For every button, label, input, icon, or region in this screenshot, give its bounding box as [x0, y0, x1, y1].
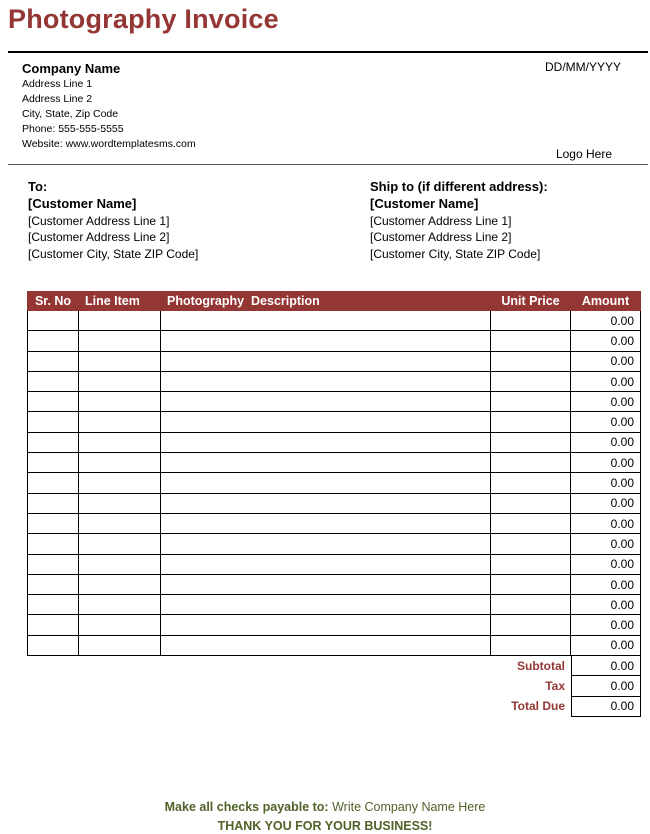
- subtotal-label: Subtotal: [517, 658, 565, 673]
- line-item-cell[interactable]: [79, 595, 161, 615]
- description-cell[interactable]: [161, 311, 491, 331]
- unit-price-cell[interactable]: [491, 493, 571, 513]
- bill-to-city-state-zip: [Customer City, State ZIP Code]: [28, 246, 199, 261]
- payment-note-value: Write Company Name Here: [332, 800, 486, 814]
- amount-cell[interactable]: 0.00: [571, 554, 641, 574]
- sr-no-cell[interactable]: [28, 595, 79, 615]
- thank-you-note: THANK YOU FOR YOUR BUSINESS!: [217, 819, 433, 833]
- amount-cell[interactable]: 0.00: [571, 473, 641, 493]
- table-row: [28, 392, 641, 412]
- description-cell[interactable]: [161, 371, 491, 391]
- table-row: [28, 453, 641, 473]
- ship-to-address-line-1: [Customer Address Line 1]: [370, 213, 512, 228]
- sr-no-cell[interactable]: [28, 493, 79, 513]
- sr-no-cell[interactable]: [28, 331, 79, 351]
- table-row: [28, 595, 641, 615]
- unit-price-cell[interactable]: [491, 432, 571, 452]
- amount-cell[interactable]: 0.00: [571, 615, 641, 635]
- bill-to-heading: To:: [28, 179, 48, 194]
- unit-price-cell[interactable]: [491, 615, 571, 635]
- amount-cell[interactable]: 0.00: [571, 412, 641, 432]
- subtotal-value[interactable]: 0.00: [572, 656, 641, 676]
- amount-cell[interactable]: 0.00: [571, 331, 641, 351]
- bill-to-address-line-1: [Customer Address Line 1]: [28, 213, 170, 228]
- unit-price-cell[interactable]: [491, 311, 571, 331]
- amount-cell[interactable]: 0.00: [571, 534, 641, 554]
- company-website: Website: www.wordtemplatesms.com: [22, 138, 196, 150]
- description-cell[interactable]: [161, 615, 491, 635]
- line-item-cell[interactable]: [79, 351, 161, 371]
- description-cell[interactable]: [161, 392, 491, 412]
- unit-price-cell[interactable]: [491, 513, 571, 533]
- amount-cell[interactable]: 0.00: [571, 432, 641, 452]
- totals-table: [420, 655, 641, 717]
- description-cell[interactable]: [161, 513, 491, 533]
- amount-cell[interactable]: 0.00: [571, 392, 641, 412]
- unit-price-cell[interactable]: [491, 574, 571, 594]
- sr-no-cell[interactable]: [28, 513, 79, 533]
- amount-cell[interactable]: 0.00: [571, 371, 641, 391]
- line-item-cell[interactable]: [79, 432, 161, 452]
- table-header-row: [28, 292, 641, 311]
- description-cell[interactable]: [161, 635, 491, 655]
- ship-to-block: [370, 178, 548, 262]
- amount-cell[interactable]: 0.00: [571, 351, 641, 371]
- header-description: Photography Description: [161, 292, 491, 311]
- sr-no-cell[interactable]: [28, 351, 79, 371]
- header-line-item: Line Item: [79, 292, 161, 311]
- company-address-line-1: Address Line 1: [22, 78, 93, 90]
- unit-price-cell[interactable]: [491, 595, 571, 615]
- bill-to-address-line-2: [Customer Address Line 2]: [28, 230, 170, 244]
- ship-to-customer-name: [Customer Name]: [370, 196, 479, 211]
- sr-no-cell[interactable]: [28, 534, 79, 554]
- payment-note: [0, 800, 650, 814]
- tax-row: [420, 676, 641, 696]
- unit-price-cell[interactable]: [491, 534, 571, 554]
- table-row: [28, 331, 641, 351]
- unit-price-cell[interactable]: [491, 635, 571, 655]
- description-cell[interactable]: [161, 351, 491, 371]
- line-item-cell[interactable]: [79, 331, 161, 351]
- unit-price-cell[interactable]: [491, 392, 571, 412]
- description-cell[interactable]: [161, 534, 491, 554]
- subtotal-row: [420, 656, 641, 676]
- line-item-cell[interactable]: [79, 392, 161, 412]
- invoice-date: DD/MM/YYYY: [544, 60, 621, 74]
- line-item-cell[interactable]: [79, 574, 161, 594]
- sr-no-cell[interactable]: [28, 311, 79, 331]
- table-row: [28, 554, 641, 574]
- unit-price-cell[interactable]: [491, 453, 571, 473]
- unit-price-cell[interactable]: [491, 351, 571, 371]
- unit-price-cell[interactable]: [491, 473, 571, 493]
- unit-price-cell[interactable]: [491, 412, 571, 432]
- ship-to-city-state-zip: [Customer City, State ZIP Code]: [370, 246, 541, 261]
- sr-no-cell[interactable]: [28, 635, 79, 655]
- description-cell[interactable]: [161, 453, 491, 473]
- header-unit-price: Unit Price: [491, 292, 571, 311]
- description-cell[interactable]: [161, 595, 491, 615]
- sr-no-cell[interactable]: [28, 412, 79, 432]
- amount-cell[interactable]: 0.00: [571, 595, 641, 615]
- total-due-label: Total Due: [511, 699, 565, 714]
- sr-no-cell[interactable]: [28, 615, 79, 635]
- amount-cell[interactable]: 0.00: [571, 513, 641, 533]
- amount-cell[interactable]: 0.00: [571, 453, 641, 473]
- line-item-cell[interactable]: [79, 453, 161, 473]
- unit-price-cell[interactable]: [491, 554, 571, 574]
- amount-cell[interactable]: 0.00: [571, 635, 641, 655]
- description-cell[interactable]: [161, 473, 491, 493]
- description-cell[interactable]: [161, 432, 491, 452]
- line-item-cell[interactable]: [79, 371, 161, 391]
- table-row: [28, 432, 641, 452]
- company-address-line-2: Address Line 2: [22, 93, 93, 105]
- line-item-cell[interactable]: [79, 473, 161, 493]
- total-due-value[interactable]: 0.00: [572, 696, 641, 716]
- table-row: [28, 615, 641, 635]
- description-cell[interactable]: [161, 574, 491, 594]
- tax-value[interactable]: 0.00: [572, 676, 641, 696]
- company-phone: Phone: 555-555-5555: [22, 123, 124, 135]
- payment-note-lead: Make all checks payable to:: [164, 800, 329, 814]
- unit-price-cell[interactable]: [491, 371, 571, 391]
- bill-to-block: [28, 178, 198, 262]
- table-row: [28, 473, 641, 493]
- invoice-title: Photography Invoice: [8, 4, 279, 34]
- line-item-cell[interactable]: [79, 554, 161, 574]
- line-item-cell[interactable]: [79, 493, 161, 513]
- company-block: [22, 60, 196, 152]
- company-name: Company Name: [22, 61, 121, 76]
- unit-price-cell[interactable]: [491, 331, 571, 351]
- line-items-table: [27, 291, 641, 656]
- sr-no-cell[interactable]: [28, 473, 79, 493]
- description-cell[interactable]: [161, 331, 491, 351]
- table-row: [28, 534, 641, 554]
- description-cell[interactable]: [161, 493, 491, 513]
- table-row: [28, 513, 641, 533]
- amount-cell[interactable]: 0.00: [571, 574, 641, 594]
- table-row: [28, 635, 641, 655]
- table-row: [28, 371, 641, 391]
- line-item-cell[interactable]: [79, 615, 161, 635]
- amount-cell[interactable]: 0.00: [571, 493, 641, 513]
- line-item-cell[interactable]: [79, 635, 161, 655]
- sr-no-cell[interactable]: [28, 392, 79, 412]
- sr-no-cell[interactable]: [28, 554, 79, 574]
- sr-no-cell[interactable]: [28, 371, 79, 391]
- line-item-cell[interactable]: [79, 412, 161, 432]
- table-row: [28, 412, 641, 432]
- description-cell[interactable]: [161, 554, 491, 574]
- logo-placeholder: Logo Here: [555, 147, 612, 161]
- description-cell[interactable]: [161, 412, 491, 432]
- sr-no-cell[interactable]: [28, 453, 79, 473]
- total-due-row: [420, 696, 641, 716]
- sr-no-cell[interactable]: [28, 432, 79, 452]
- tax-label: Tax: [545, 678, 565, 693]
- table-row: [28, 574, 641, 594]
- line-item-cell[interactable]: [79, 311, 161, 331]
- line-item-cell[interactable]: [79, 534, 161, 554]
- amount-cell[interactable]: 0.00: [571, 311, 641, 331]
- ship-to-address-line-2: [Customer Address Line 2]: [370, 230, 512, 244]
- header-divider: [8, 51, 648, 53]
- header-sr-no: Sr. No: [28, 292, 79, 311]
- bill-to-customer-name: [Customer Name]: [28, 196, 137, 211]
- table-row: [28, 351, 641, 371]
- line-item-cell[interactable]: [79, 513, 161, 533]
- company-city-state-zip: City, State, Zip Code: [22, 108, 119, 120]
- table-row: [28, 311, 641, 331]
- ship-to-heading: Ship to (if different address):: [370, 179, 548, 194]
- sr-no-cell[interactable]: [28, 574, 79, 594]
- table-row: [28, 493, 641, 513]
- header-amount: Amount: [571, 292, 641, 311]
- address-divider: [8, 164, 648, 165]
